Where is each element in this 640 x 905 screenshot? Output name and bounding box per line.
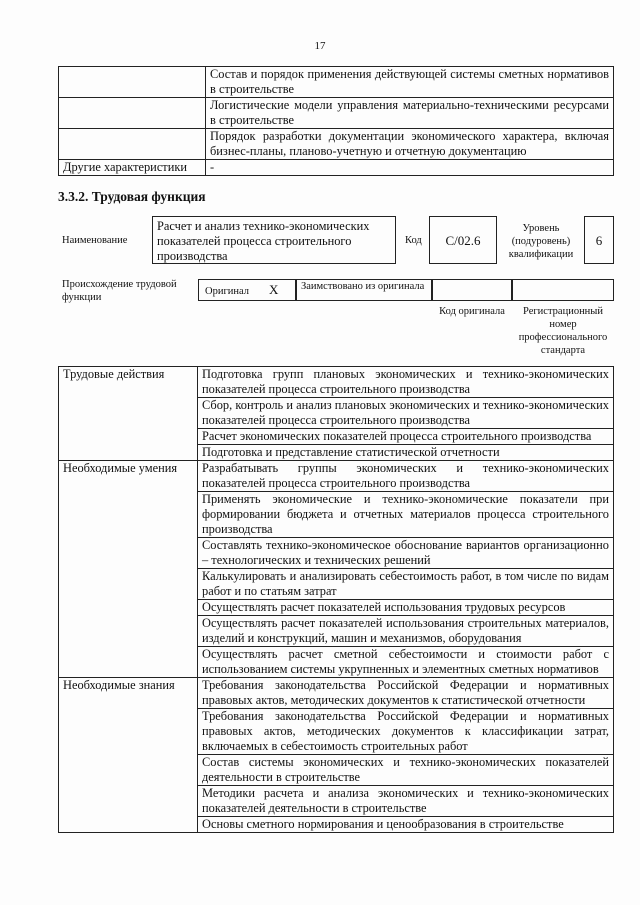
function-code-value: C/02.6: [429, 216, 497, 264]
skill-item: Составлять технико-экономическое обоснование вариантов организационно – технологических и технических решений: [198, 538, 614, 569]
reg-number-cell: [512, 279, 614, 301]
top-table: [58, 66, 614, 176]
top-table-left-cell: [59, 67, 206, 98]
other-characteristics-label: Другие характеристики: [59, 160, 206, 176]
function-code-label: Код: [405, 235, 422, 246]
borrowed-label: Заимствовано из оригинала: [296, 279, 432, 301]
original-mark: X: [269, 282, 279, 297]
required-skills-label: Необходимые умения: [59, 461, 198, 678]
other-characteristics-value: -: [206, 160, 614, 176]
labor-action-item: Подготовка групп плановых экономических и технико-экономических показателей процесса строительного производства: [198, 367, 614, 398]
qualification-level-value: 6: [584, 216, 614, 264]
knowledge-item: Требования законодательства Российской Федерации и нормативных правовых актов, методических документов к статистической отчетности: [198, 678, 614, 709]
skill-item: Калькулировать и анализировать себестоимость работ, в том числе по видам работ и по статьям затрат: [198, 569, 614, 600]
top-table-left-cell: [59, 129, 206, 160]
qualification-level-label: Уровень (подуровень) квалификации: [508, 223, 574, 260]
top-table-right-cell: Логистические модели управления материально-техническими ресурсами в строительстве: [206, 98, 614, 129]
table-row: [59, 160, 614, 176]
function-name-label: Наименование: [62, 235, 128, 246]
code-original-label: Код оригинала: [439, 306, 505, 317]
origin-label: Происхождение трудовой функции: [62, 279, 177, 303]
code-original-cell: [432, 279, 512, 301]
knowledge-item: Состав системы экономических и технико-экономических показателей деятельности в строительстве: [198, 755, 614, 786]
labor-action-item: Расчет экономических показателей процесса строительного производства: [198, 429, 614, 445]
skill-item: Разрабатывать группы экономических и технико-экономических показателей процесса строительного производства: [198, 461, 614, 492]
top-table-left-cell: [59, 98, 206, 129]
skill-item: Осуществлять расчет показателей использования трудовых ресурсов: [198, 600, 614, 616]
table-row: [59, 678, 614, 709]
skill-item: Применять экономические и технико-экономические показатели при формировании бюджета и отчетных материалов процесса строительного производства: [198, 492, 614, 538]
original-cell: [198, 279, 296, 301]
original-label: Оригинал: [205, 286, 249, 297]
table-row: [59, 98, 614, 129]
required-knowledge-label: Необходимые знания: [59, 678, 198, 833]
table-row: [59, 461, 614, 492]
reg-number-label: Регистрационный номер профессионального стандарта: [518, 306, 608, 356]
knowledge-item: Требования законодательства Российской Федерации и нормативных правовых актов, методических документов к классификации затрат, включаемых в себестоимость строительных работ: [198, 709, 614, 755]
skill-item: Осуществлять расчет сметной себестоимости и стоимости работ с использованием системы укрупненных и элементных сметных нормативов: [198, 647, 614, 678]
function-name-value: Расчет и анализ технико-экономических показателей процесса строительного производства: [152, 216, 396, 264]
section-title: 3.3.2. Трудовая функция: [58, 189, 206, 204]
skill-item: Осуществлять расчет показателей использования строительных материалов, изделий и конструкций, машин и механизмов, оборудования: [198, 616, 614, 647]
labor-actions-label: Трудовые действия: [59, 367, 198, 461]
knowledge-item: Методики расчета и анализа экономических и технико-экономических показателей деятельности в строительстве: [198, 786, 614, 817]
labor-action-item: Подготовка и представление статистической отчетности: [198, 445, 614, 461]
page-number: 17: [314, 40, 326, 52]
knowledge-item: Основы сметного нормирования и ценообразования в строительстве: [198, 817, 614, 833]
table-row: [59, 129, 614, 160]
table-row: [59, 367, 614, 398]
main-table: [58, 366, 614, 833]
top-table-right-cell: Состав и порядок применения действующей системы сметных нормативов в строительстве: [206, 67, 614, 98]
table-row: [59, 67, 614, 98]
labor-action-item: Сбор, контроль и анализ плановых экономических и технико-экономических показателей процесса строительного производства: [198, 398, 614, 429]
top-table-right-cell: Порядок разработки документации экономического характера, включая бизнес-планы, планово-учетную и отчетную документацию: [206, 129, 614, 160]
